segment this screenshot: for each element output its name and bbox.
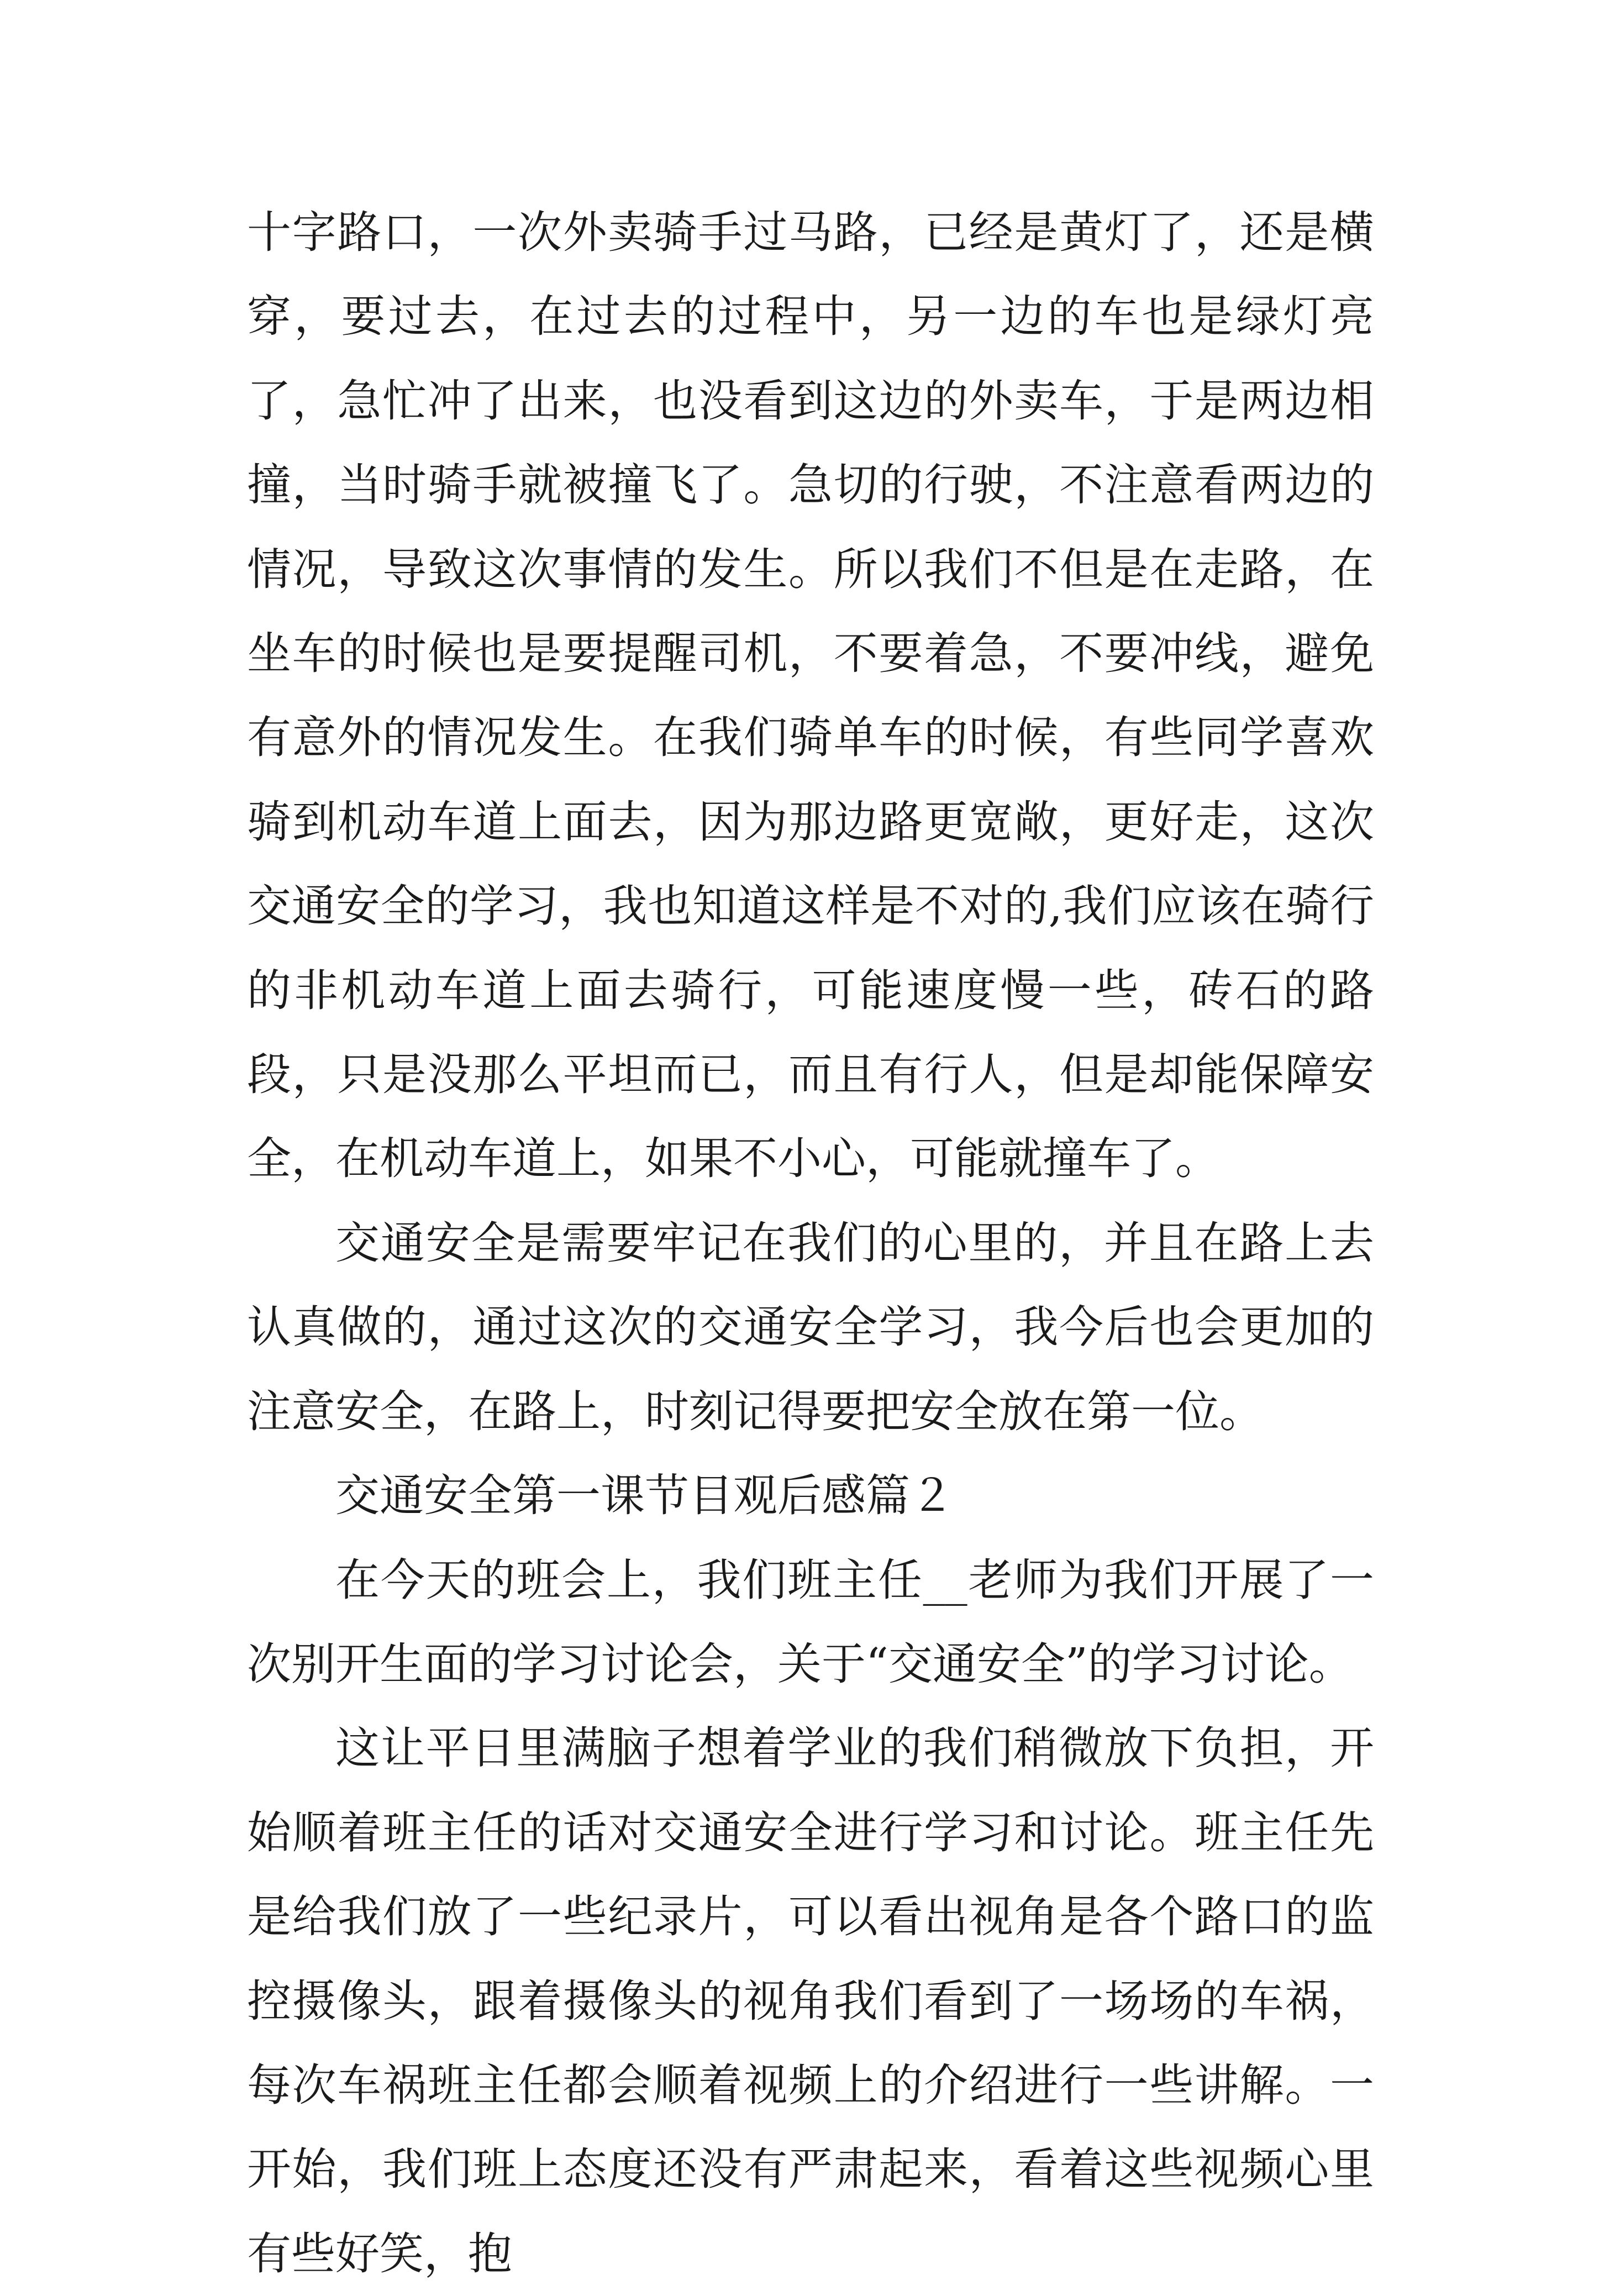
paragraph-conclusion: 交通安全是需要牢记在我们的心里的，并且在路上去认真做的，通过这次的交通安全学习，我今后也会更加的注意安全，在路上，时刻记得要把安全放在第一位。 bbox=[247, 1217, 1374, 1437]
paragraph-continuation: 十字路口，一次外卖骑手过马路，已经是黄灯了，还是横穿，要过去，在过去的过程中，另一边的车也是绿灯亮了，急忙冲了出来，也没看到这边的外卖车，于是两边相撞，当时骑手就被撞飞了。急切的行驶，不注意看两边的情况，导致这次事情的发生。所以我们不但是在走路，在坐车的时候也是要提醒司机，不要着急，不要冲线，避免有意外的情况发生。在我们骑单车的时候，有些同学喜欢骑到机动车道上面去，因为那边路更宽敞，更好走，这次交通安全的学习，我也知道这样是不对的,我们应该在骑行的非机动车道上面去骑行，可能速度慢一些，砖石的路段，只是没那么平坦而已，而且有行人，但是却能保障安全，在机动车道上，如果不小心，可能就撞车了。 bbox=[247, 207, 1374, 1185]
section-heading: 交通安全第一课节目观后感篇２ bbox=[335, 1470, 954, 1522]
paragraph-class-meeting: 在今天的班会上，我们班主任__老师为我们开展了一次别开生面的学习讨论会，关于“交通安全”的学习讨论。 bbox=[247, 1554, 1374, 1690]
document-body bbox=[247, 191, 1374, 2296]
paragraph-documentary: 这让平日里满脑子想着学业的我们稍微放下负担，开始顺着班主任的话对交通安全进行学习和讨论。班主任先是给我们放了一些纪录片，可以看出视角是各个路口的监控摄像头，跟着摄像头的视角我们看到了一场场的车祸，每次车祸班主任都会顺着视频上的介绍进行一些讲解。一开始，我们班上态度还没有严肃起来，看着这些视频心里有些好笑，抱 bbox=[247, 1722, 1374, 2279]
